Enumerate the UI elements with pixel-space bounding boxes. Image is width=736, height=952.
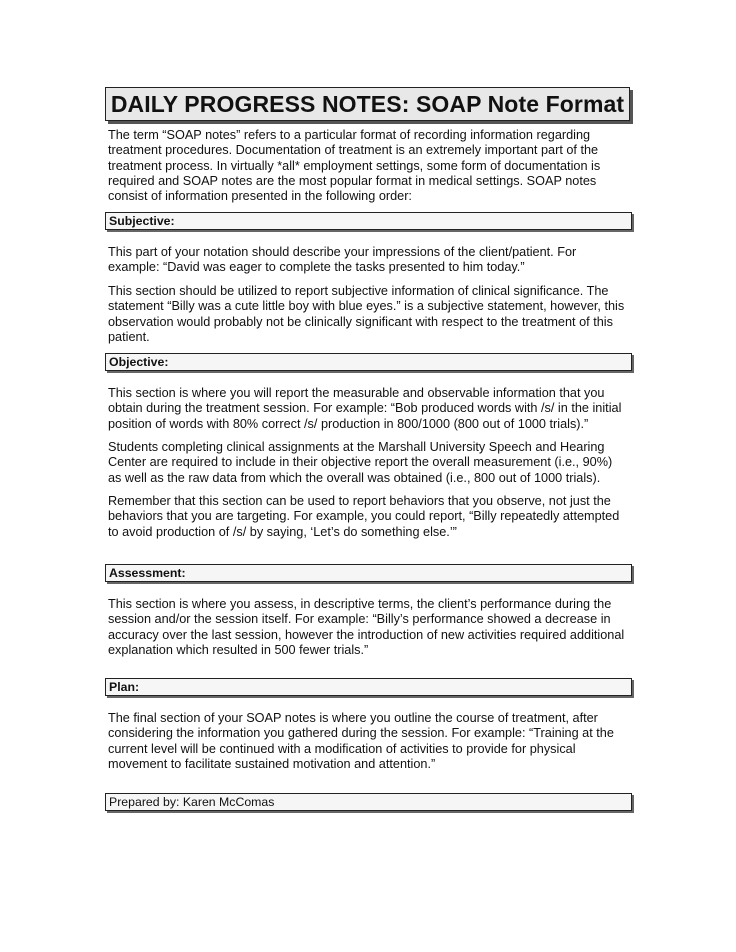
prepared-by-box: Prepared by: Karen McComas bbox=[105, 793, 632, 811]
assessment-paragraph-1: This section is where you assess, in descriptive terms, the client’s performance during the session and/or the session itself. For example: “Billy’s performance showed a decrease in accuracy over the last session, however the introduction of new activities required additional explanation which resulted in 500 fewer trials.” bbox=[108, 597, 625, 657]
objective-heading: Objective: bbox=[105, 353, 632, 371]
objective-paragraph-3: Remember that this section can be used to report behaviors that you observe, not just the behaviors that you are targeting. For example, you could report, “Billy repeatedly attempted to avoid production of /s/ by saying, ‘Let’s do something else.’” bbox=[108, 494, 620, 539]
objective-paragraph-1: This section is where you will report the measurable and observable information that you obtain during the treatment session. For example: “Bob produced words with /s/ in the initial position of words with 80% correct /s/ production in 800/1000 (800 out of 1000 trials).” bbox=[108, 386, 622, 431]
assessment-heading: Assessment: bbox=[105, 564, 632, 582]
subjective-paragraph-1: This part of your notation should describe your impressions of the client/patient. For example: “David was eager to complete the tasks presented to him today.” bbox=[108, 245, 577, 275]
subjective-paragraph-2: This section should be utilized to report subjective information of clinical significance. The statement “Billy was a cute little boy with blue eyes.” is a subjective statement, however, this observation would probably not be clinically significant with respect to the treatment of this patient. bbox=[108, 284, 625, 344]
subjective-heading: Subjective: bbox=[105, 212, 632, 230]
plan-paragraph-1: The final section of your SOAP notes is where you outline the course of treatment, after considering the information you gathered during the session. For example: “Training at the current level will be continued with a modification of activities to provide for physical movement to facilitate sustained motivation and attention.” bbox=[108, 711, 614, 771]
intro-paragraph: The term “SOAP notes” refers to a particular format of recording information regarding treatment procedures. Documentation of treatment is an extremely important part of the treatment process. In virtually *all* employment settings, some form of documentation is required and SOAP notes are the most popular format in medical settings. SOAP notes consist of information presented in the following order: bbox=[108, 128, 601, 204]
objective-paragraph-2: Students completing clinical assignments at the Marshall University Speech and Hearing Center are required to include in their objective report the overall measurement (i.e., 90%) as well as the raw data from which the overall was obtained (i.e., 800 out of 1000 trials). bbox=[108, 440, 613, 485]
plan-heading: Plan: bbox=[105, 678, 632, 696]
page-title: DAILY PROGRESS NOTES: SOAP Note Format bbox=[105, 87, 630, 121]
